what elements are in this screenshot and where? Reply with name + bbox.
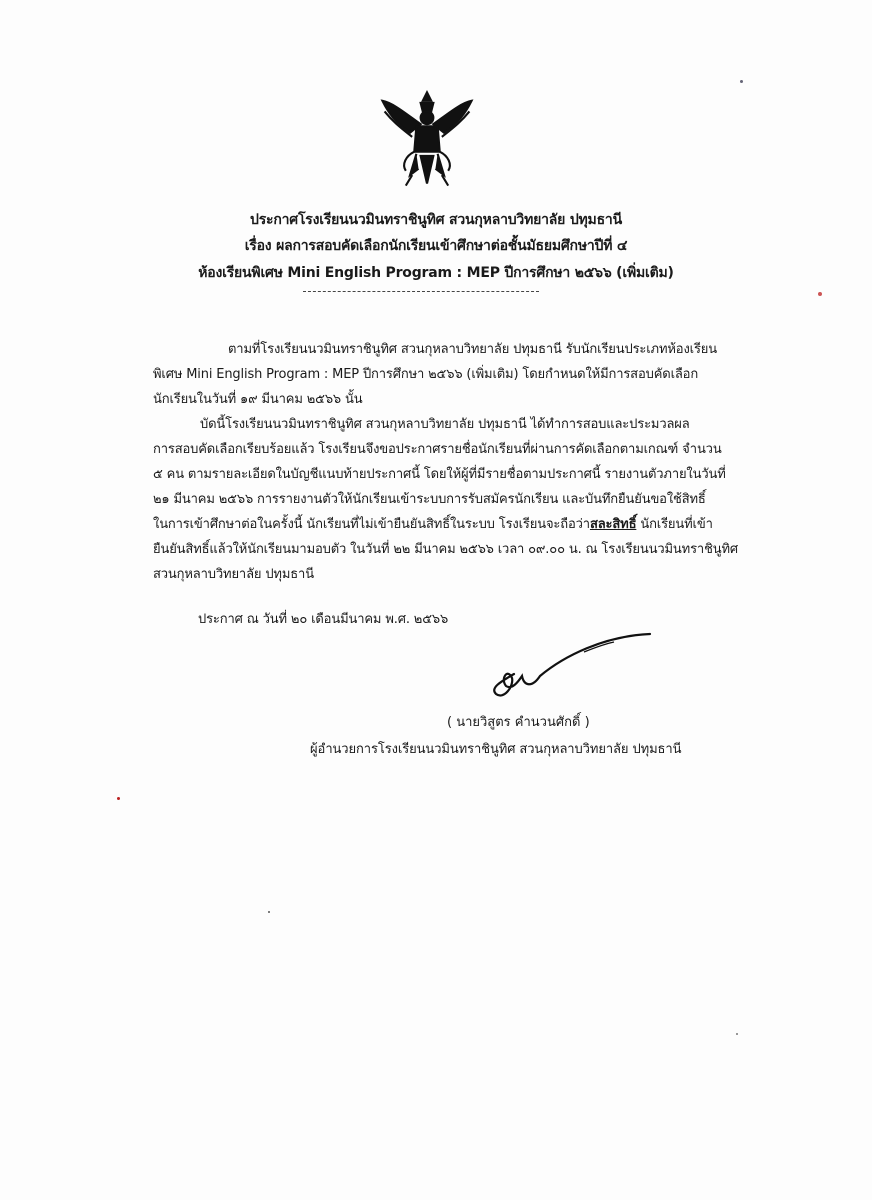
paragraph2-line5: [153, 516, 713, 534]
garuda-emblem: [374, 86, 480, 192]
scan-speck: [740, 80, 743, 83]
paragraph1-line3: นักเรียนในวันที่ ๑๙ มีนาคม ๒๕๖๖ นั้น: [153, 392, 363, 407]
scan-speck: [818, 292, 822, 296]
paragraph2-line5-start: ในการเข้าศึกษาต่อในครั้งนี้ นักเรียนที่ไม่เข้ายืนยันสิทธิ์ในระบบ โรงเรียนจะถือว่า: [153, 517, 590, 532]
paragraph2-line6: ยืนยันสิทธิ์แล้วให้นักเรียนมามอบตัว ในวันที่ ๒๒ มีนาคม ๒๕๖๖ เวลา ๐๙.๐๐ น. ณ โรงเรียนนวมินทราชินูทิศ: [153, 542, 739, 557]
header-divider: [303, 291, 539, 292]
header-program: ห้องเรียนพิเศษ Mini English Program : MEP ปีการศึกษา ๒๕๖๖ (เพิ่มเติม): [198, 265, 674, 281]
paragraph2-line2: การสอบคัดเลือกเรียบร้อยแล้ว โรงเรียนจึงขอประกาศรายชื่อนักเรียนที่ผ่านการคัดเลือกตามเกณฑ์ จำนวน: [153, 442, 722, 457]
paragraph2-line5-end: นักเรียนที่เข้า: [636, 517, 713, 532]
forfeit-rights-emphasis: สละสิทธิ์: [589, 517, 637, 532]
paragraph1-line1: ตามที่โรงเรียนนวมินทราชินูทิศ สวนกุหลาบวิทยาลัย ปทุมธานี รับนักเรียนประเภทห้องเรียน: [228, 342, 717, 357]
paragraph2-line1: บัดนี้โรงเรียนนวมินทราชินูทิศ สวนกุหลาบวิทยาลัย ปทุมธานี ได้ทำการสอบและประมวลผล: [200, 417, 690, 432]
signer-name: ( นายวิสูตร คำนวนศักดิ์ ): [447, 715, 590, 730]
scan-speck: [736, 1033, 738, 1035]
scan-speck: [117, 797, 120, 800]
paragraph1-line2: พิเศษ Mini English Program : MEP ปีการศึกษา ๒๕๖๖ (เพิ่มเติม) โดยกำหนดให้มีการสอบคัดเลือก: [153, 367, 699, 382]
paragraph2-line3: ๕ คน ตามรายละเอียดในบัญชีแนบท้ายประกาศนี้ โดยให้ผู้ที่มีรายชื่อตามประกาศนี้ รายงานตัวภายในวันที่: [153, 467, 726, 482]
paragraph2-line7: สวนกุหลาบวิทยาลัย ปทุมธานี: [153, 567, 314, 582]
announcement-date: ประกาศ ณ วันที่ ๒๐ เดือนมีนาคม พ.ศ. ๒๕๖๖: [198, 612, 449, 627]
header-title: ประกาศโรงเรียนนวมินทราชินูทิศ สวนกุหลาบวิทยาลัย ปทุมธานี: [250, 212, 622, 228]
header-subject: เรื่อง ผลการสอบคัดเลือกนักเรียนเข้าศึกษาต่อชั้นมัธยมศึกษาปีที่ ๔: [244, 238, 628, 254]
scan-speck: [268, 911, 270, 913]
handwritten-signature: [484, 616, 664, 706]
paragraph2-line4: ๒๑ มีนาคม ๒๕๖๖ การรายงานตัวให้นักเรียนเข้าระบบการรับสมัครนักเรียน และบันทึกยืนยันขอใช้สิทธิ์: [153, 492, 706, 507]
signer-position: ผู้อำนวยการโรงเรียนนวมินทราชินูทิศ สวนกุหลาบวิทยาลัย ปทุมธานี: [310, 742, 682, 757]
